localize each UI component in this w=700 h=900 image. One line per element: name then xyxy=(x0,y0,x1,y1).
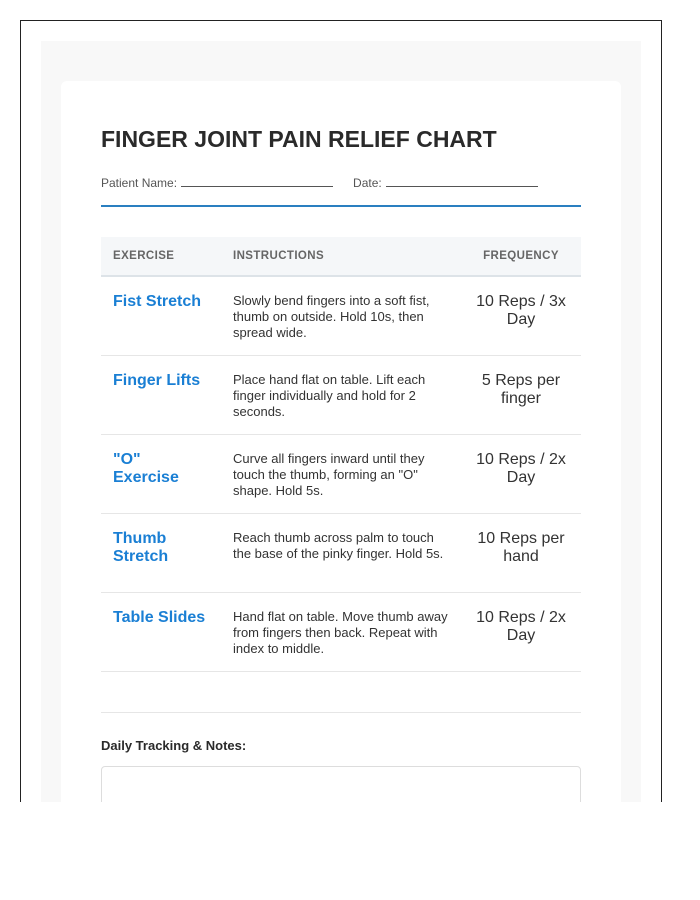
exercise-instructions: Place hand flat on table. Lift each finger individually and hold for 2 seconds. xyxy=(221,355,461,434)
chart-card xyxy=(61,81,621,802)
table-row xyxy=(101,276,581,355)
exercise-instructions: Slowly bend fingers into a soft fist, thumb on outside. Hold 10s, then spread wide. xyxy=(221,276,461,355)
exercise-frequency: 10 Reps / 3x Day xyxy=(461,276,581,355)
table-row xyxy=(101,355,581,434)
header-instructions: INSTRUCTIONS xyxy=(221,237,461,276)
exercise-frequency: 10 Reps / 2x Day xyxy=(461,434,581,513)
section-divider xyxy=(101,712,581,713)
exercise-frequency: 10 Reps / 2x Day xyxy=(461,592,581,671)
notes-textarea[interactable] xyxy=(101,766,581,802)
patient-name-label: Patient Name: xyxy=(101,176,178,190)
date-label: Date: xyxy=(353,176,382,190)
exercise-instructions: Reach thumb across palm to touch the base of the pinky finger. Hold 5s. xyxy=(221,513,461,592)
header-frequency: FREQUENCY xyxy=(461,237,581,276)
exercise-name: Fist Stretch xyxy=(101,276,221,355)
exercise-name: "O" Exercise xyxy=(101,434,221,513)
table-row xyxy=(101,513,581,592)
exercise-frequency: 10 Reps per hand xyxy=(461,513,581,592)
table-row xyxy=(101,592,581,671)
page-background xyxy=(41,41,641,802)
exercise-frequency: 5 Reps per finger xyxy=(461,355,581,434)
notes-label: Daily Tracking & Notes: xyxy=(101,738,247,753)
exercise-name: Table Slides xyxy=(101,592,221,671)
exercise-name: Thumb Stretch xyxy=(101,513,221,592)
page-title: FINGER JOINT PAIN RELIEF CHART xyxy=(101,126,497,152)
header-divider xyxy=(101,205,581,207)
patient-name-field[interactable] xyxy=(181,177,333,187)
table-row xyxy=(101,434,581,513)
exercise-table xyxy=(101,237,581,672)
header-exercise: EXERCISE xyxy=(101,237,221,276)
date-field[interactable] xyxy=(386,177,538,187)
document-frame xyxy=(20,20,662,802)
patient-info xyxy=(101,176,538,190)
exercise-instructions: Curve all fingers inward until they touch the thumb, forming an "O" shape. Hold 5s. xyxy=(221,434,461,513)
exercise-name: Finger Lifts xyxy=(101,355,221,434)
exercise-instructions: Hand flat on table. Move thumb away from fingers then back. Repeat with index to middle. xyxy=(221,592,461,671)
